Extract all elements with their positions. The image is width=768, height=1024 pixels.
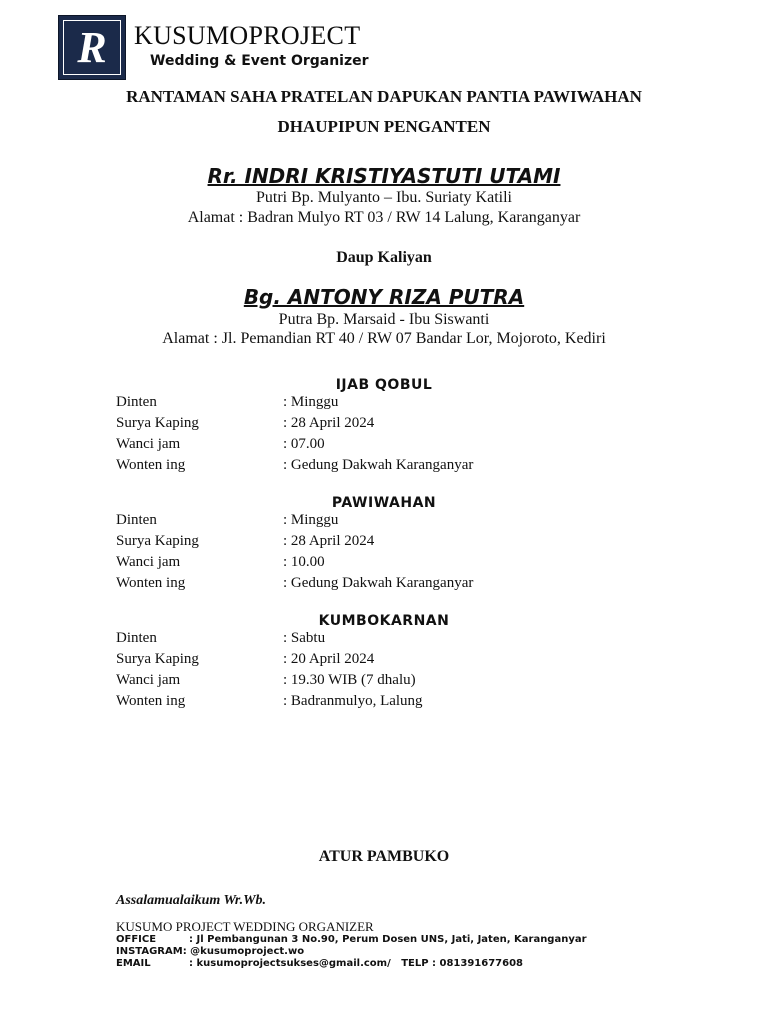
- event-row-value: : 07.00: [283, 436, 325, 452]
- event-row-label: Dinten: [116, 394, 157, 410]
- event-heading: KUMBOKARNAN: [318, 613, 450, 629]
- footer-office: [116, 934, 587, 945]
- event-row-label: Wonten ing: [116, 693, 186, 709]
- event-row-label: Wonten ing: [116, 457, 186, 473]
- groom-name: Bg. ANTONY RIZA PUTRA: [243, 285, 525, 309]
- bride-parents: Putri Bp. Mulyanto – Ibu. Suriaty Katili: [256, 189, 512, 206]
- logo: [58, 15, 126, 80]
- bride-address: Alamat : Badran Mulyo RT 03 / RW 14 Lalung, Karanganyar: [187, 209, 581, 226]
- footer-instagram-value: : @kusumoproject.wo: [182, 946, 305, 957]
- event-row-value: : Badranmulyo, Lalung: [283, 693, 423, 709]
- footer-office-label: OFFICE: [116, 934, 157, 945]
- event-row-value: : 28 April 2024: [283, 415, 375, 431]
- event-row-label: Dinten: [116, 512, 157, 528]
- event-row-value: : 28 April 2024: [283, 533, 375, 549]
- greeting: Assalamualaikum Wr.Wb.: [116, 893, 267, 908]
- brand-subtitle: Wedding & Event Organizer: [150, 53, 369, 69]
- event-row-value: : Minggu: [283, 512, 339, 528]
- footer-telp: TELP : 081391677608: [401, 958, 524, 969]
- groom-parents: Putra Bp. Marsaid - Ibu Siswanti: [278, 311, 490, 328]
- footer-org-name: KUSUMO PROJECT WEDDING ORGANIZER: [116, 919, 374, 934]
- document-title-line1: RANTAMAN SAHA PRATELAN DAPUKAN PANTIA PAWIWAHAN: [126, 87, 642, 106]
- bride-name: Rr. INDRI KRISTIYASTUTI UTAMI: [207, 164, 561, 188]
- footer-email-label: EMAIL: [116, 958, 151, 969]
- footer-instagram: [116, 946, 304, 957]
- footer-instagram-label: INSTAGRAM: [116, 946, 183, 957]
- event-row-label: Dinten: [116, 630, 157, 646]
- event-row-label: Wonten ing: [116, 575, 186, 591]
- footer-office-value: : Jl Pembangunan 3 No.90, Perum Dosen UNS, Jati, Jaten, Karanganyar: [189, 934, 587, 945]
- event-row-value: : Gedung Dakwah Karanganyar: [283, 575, 474, 591]
- event-row-value: : 20 April 2024: [283, 651, 375, 667]
- footer-email-value: : kusumoprojectsukses@gmail.com/: [189, 958, 391, 969]
- groom-address: Alamat : Jl. Pemandian RT 40 / RW 07 Bandar Lor, Mojoroto, Kediri: [162, 330, 606, 347]
- connector-text: Daup Kaliyan: [336, 249, 432, 266]
- event-row-value: : Minggu: [283, 394, 339, 410]
- event-row-value: : Gedung Dakwah Karanganyar: [283, 457, 474, 473]
- event-row-value: : 19.30 WIB (7 dhalu): [283, 672, 416, 688]
- document-title-line2: DHAUPIPUN PENGANTEN: [277, 117, 491, 136]
- event-row-label: Surya Kaping: [116, 533, 199, 549]
- event-row-value: : Sabtu: [283, 630, 326, 646]
- event-row-label: Wanci jam: [116, 554, 181, 570]
- brand-name: KUSUMOPROJECT: [134, 21, 361, 50]
- event-heading: IJAB QOBUL: [335, 377, 433, 393]
- event-row-value: : 10.00: [283, 554, 325, 570]
- event-heading: PAWIWAHAN: [331, 495, 437, 511]
- event-row-label: Surya Kaping: [116, 415, 199, 431]
- footer-email: [116, 958, 523, 969]
- logo-monogram: R: [77, 23, 107, 72]
- event-row-label: Surya Kaping: [116, 651, 199, 667]
- section-title: ATUR PAMBUKO: [318, 848, 450, 865]
- event-row-label: Wanci jam: [116, 436, 181, 452]
- event-row-label: Wanci jam: [116, 672, 181, 688]
